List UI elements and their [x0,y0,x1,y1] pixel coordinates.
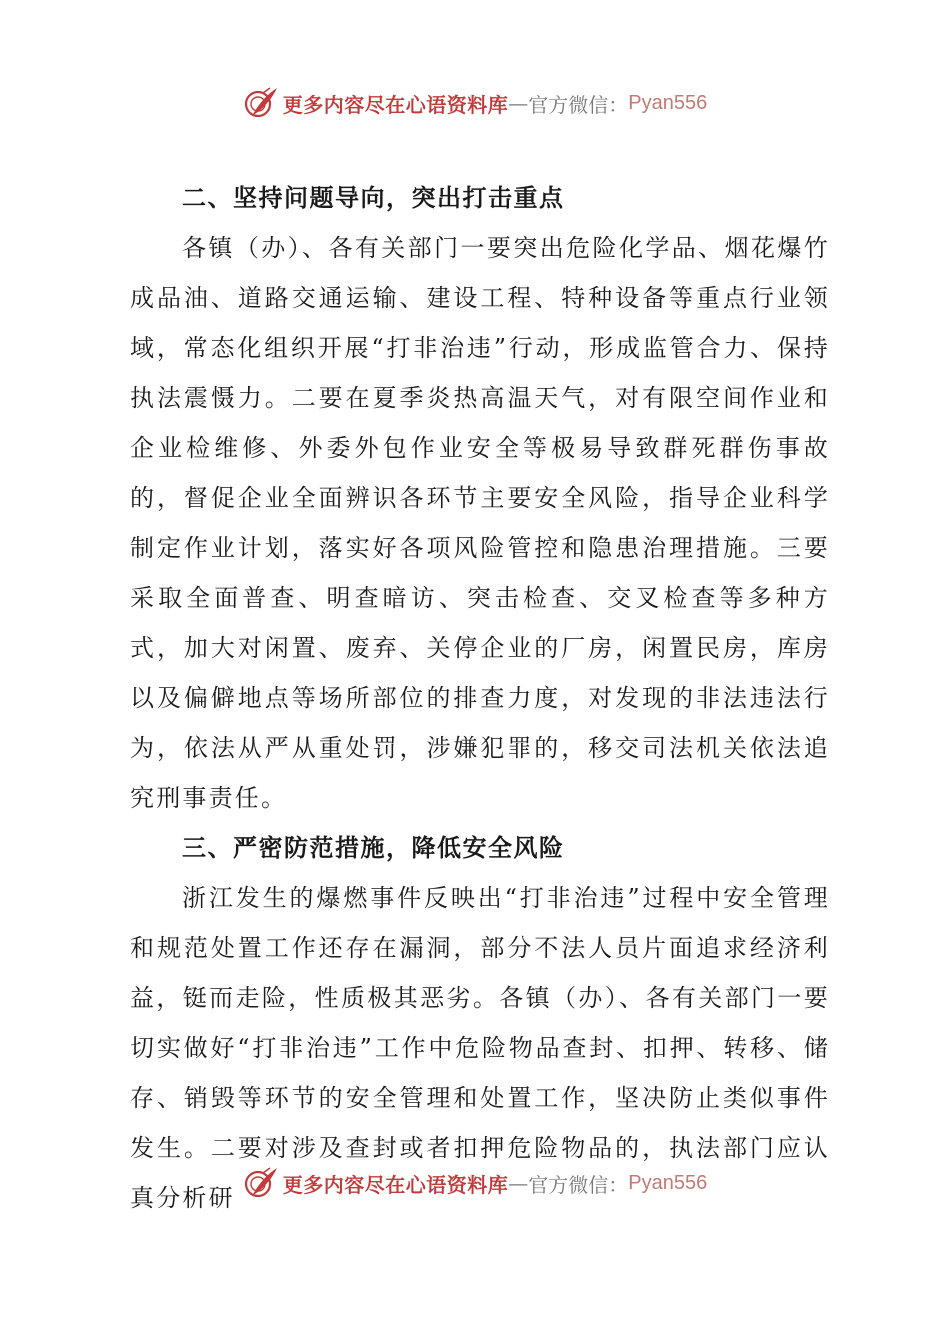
wechat-id: Pyan556 [628,1171,708,1194]
section-paragraph: 各镇（办）、各有关部门一要突出危险化学品、烟花爆竹成品油、道路交通运输、建设工程、特种设备等重点行业领域，常态化组织开展“打非治违”行动，形成监管合力、保持执法震慑力。二要在夏季炎热高温天气，对有限空间作业和企业检维修、外委外包作业安全等极易导致群死群伤事故的，督促企业全面辨识各环节主要安全风险，指导企业科学制定作业计划，落实好各项风险管控和隐患治理措施。三要采取全面普查、明查暗访、突击检查、交叉检查等多种方式，加大对闲置、废弃、关停企业的厂房，闲置民房，库房以及偏僻地点等场所部位的排查力度，对发现的非法违法行为，依法从严从重处罚，涉嫌犯罪的，移交司法机关依法追究刑事责任。 [130,234,830,812]
separator-dash: — [508,91,529,115]
section-paragraph: 浙江发生的爆燃事件反映出“打非治违”过程中安全管理和规范处置工作还存在漏洞，部分不法人员片面追求经济利益，铤而走险，性质极其恶劣。各镇（办）、各有关部门一要切实做好“打非治违”工作中危险物品查封、扣押、转移、储存、销毁等环节的安全管理和处置工作，坚决防止类似事件发生。二要对涉及查封或者扣押危险物品的，执法部门应认真分析研 [130,884,830,1212]
section-heading: 三、严密防范措施，降低安全风险 [182,834,565,862]
site-name: 更多内容尽在心语资料库 [282,92,509,117]
header-banner [0,83,950,123]
site-name: 更多内容尽在心语资料库 [282,1172,509,1197]
wechat-id: Pyan556 [628,91,708,114]
wechat-label: 官方微信： [528,1172,629,1197]
section-heading: 二、坚持问题导向，突出打击重点 [182,184,565,212]
footer-banner [0,1163,950,1203]
quill-pen-logo-icon [243,1165,279,1201]
separator-dash: — [508,1171,529,1195]
wechat-label: 官方微信： [528,92,629,117]
quill-pen-logo-icon [243,85,279,121]
document-body [130,173,830,1223]
